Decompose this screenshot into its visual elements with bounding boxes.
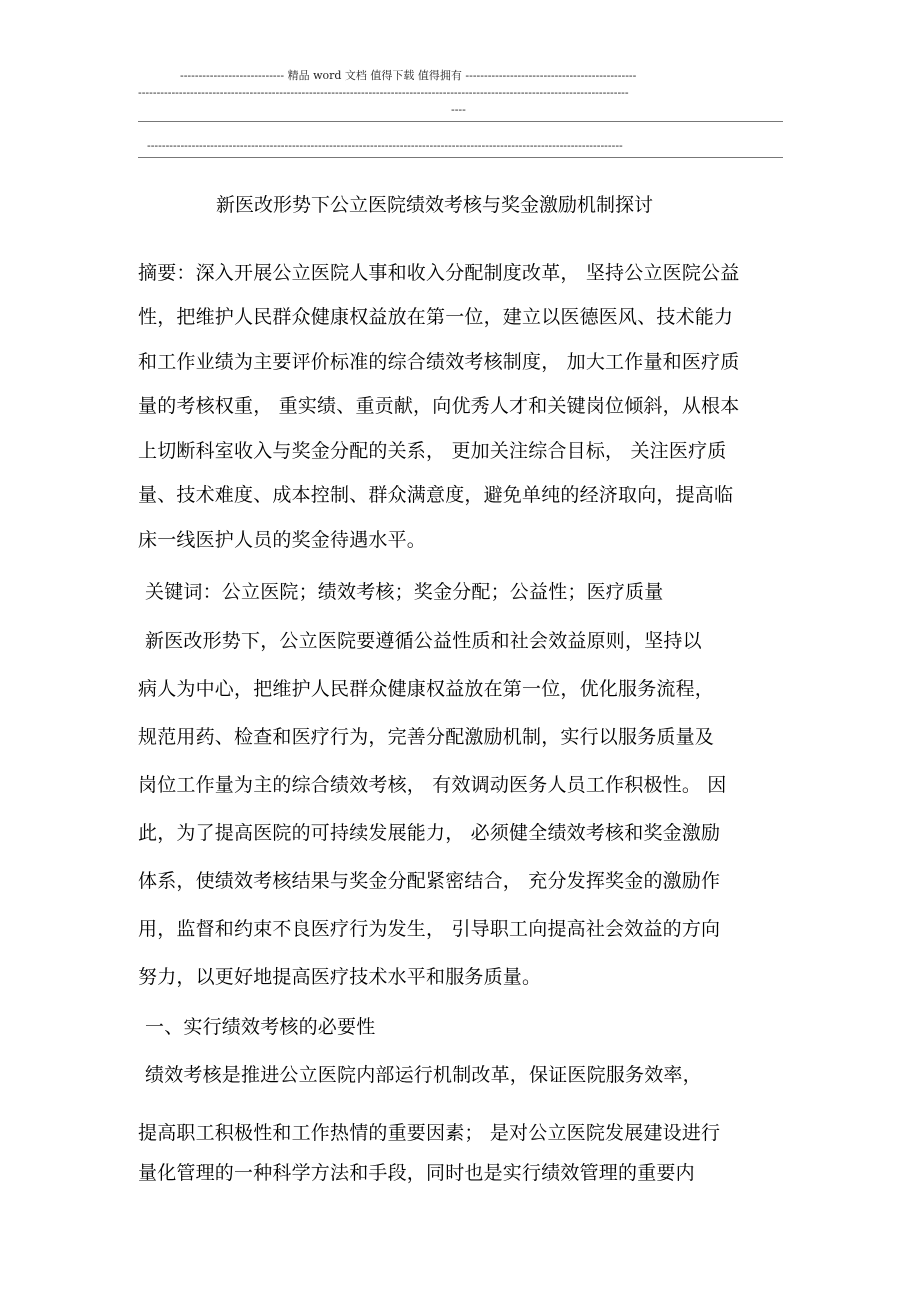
section1-line: 量化管理的一种科学方法和手段，同时也是实行绩效管理的重要内: [138, 1162, 695, 1184]
abstract-line: 上切断科室收入与奖金分配的关系， 更加关注综合目标， 关注医疗质: [138, 440, 727, 462]
abstract-line: 摘要：深入开展公立医院人事和收入分配制度改革， 坚持公立医院公益: [138, 262, 740, 284]
header-rule-1: [138, 121, 783, 122]
section-heading: 一、实行绩效考核的必要性: [145, 1016, 376, 1038]
header-line-3: ----: [451, 103, 466, 116]
header-line-4: --------------------------------------------------------------------------------------------------------------------------------: [147, 139, 623, 152]
intro-line: 此，为了提高医院的可持续发展能力， 必须健全绩效考核和奖金激励: [138, 822, 721, 844]
section1-line: 绩效考核是推进公立医院内部运行机制改革，保证医院服务效率，: [145, 1064, 702, 1086]
keywords: 关键词：公立医院；绩效考核；奖金分配；公益性；医疗质量: [145, 581, 664, 603]
abstract-line: 量、技术难度、成本控制、群众满意度，避免单纯的经济取向，提高临: [138, 484, 734, 506]
section1-line: 提高职工积极性和工作热情的重要因素； 是对公立医院发展建设进行: [138, 1122, 721, 1144]
intro-line: 岗位工作量为主的综合绩效考核， 有效调动医务人员工作积极性。 因: [138, 774, 727, 796]
intro-line: 用，监督和约束不良医疗行为发生， 引导职工向提高社会效益的方向: [138, 918, 721, 940]
intro-line: 体系，使绩效考核结果与奖金分配紧密结合， 充分发挥奖金的激励作: [138, 870, 721, 892]
document-title: 新医改形势下公立医院绩效考核与奖金激励机制探讨: [216, 194, 654, 216]
intro-line: 规范用药、检查和医疗行为，完善分配激励机制，实行以服务质量及: [138, 726, 715, 748]
header-rule-2: [138, 157, 783, 158]
abstract-line: 量的考核权重， 重实绩、重贡献，向优秀人才和关键岗位倾斜，从根本: [138, 395, 740, 417]
header-line-1: ---------------------------- 精品 word 文档 值得下载 值得拥有 ----------------------------------------------: [180, 69, 637, 82]
intro-line: 新医改形势下，公立医院要遵循公益性质和社会效益原则，坚持以: [145, 630, 702, 652]
abstract-line: 性，把维护人民群众健康权益放在第一位，建立以医德医风、技术能力: [138, 306, 734, 328]
intro-line: 病人为中心，把维护人民群众健康权益放在第一位，优化服务流程，: [138, 678, 715, 700]
header-line-2: ------------------------------------------------------------------------------------------------------------------------------------: [138, 86, 629, 99]
abstract-line: 和工作业绩为主要评价标准的综合绩效考核制度， 加大工作量和医疗质: [138, 351, 740, 373]
intro-line: 努力，以更好地提高医疗技术水平和服务质量。: [138, 966, 542, 988]
abstract-line: 床一线医护人员的奖金待遇水平。: [138, 529, 427, 551]
